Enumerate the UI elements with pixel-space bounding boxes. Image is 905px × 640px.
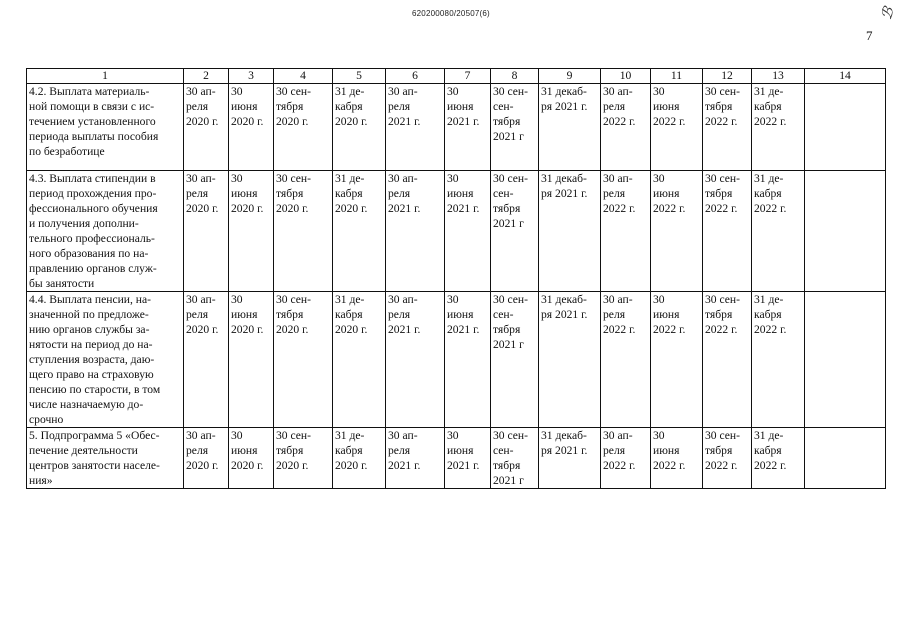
date-cell: 31 декаб- ря 2021 г. (539, 292, 601, 428)
date-cell: 30 сен- сен- тября 2021 г (491, 428, 539, 489)
date-cell: 31 де- кабря 2022 г. (752, 84, 805, 171)
date-cell: 30 ап- реля 2022 г. (601, 84, 651, 171)
program-item: 4.2. Выплата материаль- ной помощи в связи с ис- течением установленного периода выплаты пособия по безработице (27, 84, 184, 171)
date-cell: 30 сен- тября 2022 г. (703, 292, 752, 428)
column-header: 8 (491, 69, 539, 84)
date-cell: 30 июня 2022 г. (651, 171, 703, 292)
date-cell (805, 171, 886, 292)
date-cell: 31 де- кабря 2020 г. (333, 84, 386, 171)
column-header: 4 (274, 69, 333, 84)
date-cell: 31 де- кабря 2020 г. (333, 292, 386, 428)
date-cell: 31 декаб- ря 2021 г. (539, 428, 601, 489)
table-row (27, 84, 886, 171)
date-cell: 30 сен- тября 2020 г. (274, 428, 333, 489)
date-cell: 30 ап- реля 2020 г. (184, 428, 229, 489)
date-cell: 30 июня 2022 г. (651, 84, 703, 171)
date-cell: 30 июня 2020 г. (229, 428, 274, 489)
program-item: 4.3. Выплата стипендии в период прохождения про- фессионального обучения и получения дополни- тельного профессиональ- ного образования по на- правлению органов служ- бы занятости (27, 171, 184, 292)
handwritten-mark: ℬ (878, 5, 898, 22)
date-cell: 30 сен- тября 2020 г. (274, 84, 333, 171)
column-header: 6 (386, 69, 445, 84)
date-cell: 30 сен- тября 2022 г. (703, 428, 752, 489)
date-cell: 30 июня 2021 г. (445, 84, 491, 171)
date-cell: 31 де- кабря 2020 г. (333, 171, 386, 292)
date-cell: 30 ап- реля 2022 г. (601, 428, 651, 489)
date-cell (805, 428, 886, 489)
table-row (27, 292, 886, 428)
date-cell: 30 ап- реля 2021 г. (386, 84, 445, 171)
date-cell: 30 ап- реля 2020 г. (184, 84, 229, 171)
date-cell: 31 де- кабря 2022 г. (752, 292, 805, 428)
column-header-row (27, 69, 886, 84)
column-header: 7 (445, 69, 491, 84)
column-header: 11 (651, 69, 703, 84)
column-header: 13 (752, 69, 805, 84)
date-cell: 30 июня 2022 г. (651, 292, 703, 428)
date-cell: 30 ап- реля 2021 г. (386, 171, 445, 292)
column-header: 9 (539, 69, 601, 84)
date-cell: 30 июня 2022 г. (651, 428, 703, 489)
date-cell: 30 ап- реля 2020 г. (184, 292, 229, 428)
column-header: 3 (229, 69, 274, 84)
column-header: 14 (805, 69, 886, 84)
date-cell: 30 июня 2021 г. (445, 171, 491, 292)
date-cell: 31 де- кабря 2022 г. (752, 428, 805, 489)
date-cell: 30 июня 2020 г. (229, 171, 274, 292)
date-cell: 31 декаб- ря 2021 г. (539, 84, 601, 171)
page-number: 7 (866, 28, 873, 43)
column-header: 5 (333, 69, 386, 84)
date-cell (805, 84, 886, 171)
date-cell: 30 ап- реля 2021 г. (386, 428, 445, 489)
date-cell: 31 де- кабря 2020 г. (333, 428, 386, 489)
date-cell: 31 декаб- ря 2021 г. (539, 171, 601, 292)
program-item: 5. Подпрограмма 5 «Обес- печение деятельности центров занятости населе- ния» (27, 428, 184, 489)
date-cell: 30 сен- тября 2020 г. (274, 292, 333, 428)
column-header: 1 (27, 69, 184, 84)
date-cell: 30 ап- реля 2022 г. (601, 171, 651, 292)
table-row (27, 171, 886, 292)
date-cell: 30 сен- тября 2022 г. (703, 84, 752, 171)
table-row (27, 428, 886, 489)
date-cell: 30 сен- сен- тября 2021 г (491, 171, 539, 292)
date-cell: 30 ап- реля 2020 г. (184, 171, 229, 292)
date-cell: 30 сен- тября 2020 г. (274, 171, 333, 292)
program-item: 4.4. Выплата пенсии, на- значенной по предложе- нию органов службы за- нятости на период до на- ступления возраста, даю- щего право на страховую пенсию по старости, в том числе назначаемую до- срочно (27, 292, 184, 428)
column-header: 10 (601, 69, 651, 84)
date-cell: 30 ап- реля 2021 г. (386, 292, 445, 428)
date-cell: 30 июня 2020 г. (229, 292, 274, 428)
schedule-table (26, 68, 886, 489)
date-cell: 30 июня 2020 г. (229, 84, 274, 171)
column-header: 12 (703, 69, 752, 84)
date-cell: 30 сен- сен- тября 2021 г (491, 292, 539, 428)
date-cell: 30 сен- тября 2022 г. (703, 171, 752, 292)
date-cell: 30 июня 2021 г. (445, 428, 491, 489)
column-header: 2 (184, 69, 229, 84)
date-cell: 30 сен- сен- тября 2021 г (491, 84, 539, 171)
date-cell: 30 июня 2021 г. (445, 292, 491, 428)
date-cell: 31 де- кабря 2022 г. (752, 171, 805, 292)
date-cell: 30 ап- реля 2022 г. (601, 292, 651, 428)
document-code: 620200080/20507(6) (412, 9, 490, 18)
date-cell (805, 292, 886, 428)
